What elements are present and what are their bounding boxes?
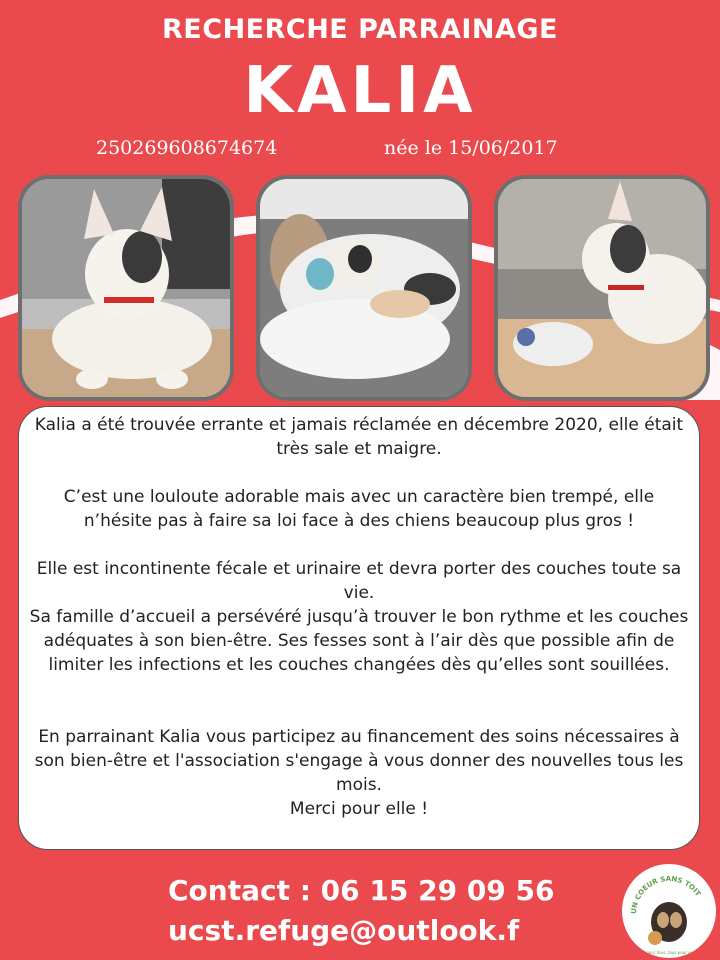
- story-paragraph-3: Elle est incontinente fécale et urinaire et devra porter des couches toute sa vie.: [36, 559, 682, 603]
- birth-date: née le 15/06/2017: [384, 137, 558, 159]
- dog-photo-toy-icon: [498, 179, 706, 397]
- chip-number: 250269608674674: [96, 137, 278, 159]
- story-paragraph-1: Kalia a été trouvée errante et jamais réclamée en décembre 2020, elle était très sale et maigre.: [34, 415, 684, 459]
- logo-tagline: Un pour tous, tous pour eux !: [639, 950, 699, 955]
- dog-photo-1: [18, 175, 234, 401]
- dog-photo-lying-icon: [22, 179, 230, 397]
- association-logo: [622, 864, 716, 958]
- dog-photo-2: [256, 175, 472, 401]
- story-thanks: Merci pour elle !: [289, 799, 429, 819]
- logo-text: UN COEUR SANS TOIT: [629, 874, 703, 915]
- contact-email[interactable]: ucst.refuge@outlook.f: [168, 914, 520, 947]
- contact-phone[interactable]: Contact : 06 15 29 09 56: [168, 874, 555, 907]
- dog-name-title: KALIA: [243, 54, 477, 128]
- story-paragraph-5: En parrainant Kalia vous participez au financement des soins nécessaires à son bien-être et l'association s'engage à vous donner des nouvelles tous les mois.: [34, 727, 684, 795]
- header-subtitle: RECHERCHE PARRAINAGE: [162, 14, 558, 45]
- story-paragraph-4: Sa famille d’accueil a persévéré jusqu’à trouver le bon rythme et les couches adéquates à son bien-être. Ses fesses sont à l’air dès que possible afin de limiter les infections et les couches changées dès qu’elles sont souillées.: [29, 607, 689, 675]
- dog-photo-cushion-icon: [260, 179, 468, 397]
- story-box: [18, 406, 700, 850]
- story-paragraph-2: C’est une louloute adorable mais avec un caractère bien trempé, elle n’hésite pas à faire sa loi face à des chiens beaucoup plus gros !: [63, 487, 655, 531]
- dog-photo-3: [494, 175, 710, 401]
